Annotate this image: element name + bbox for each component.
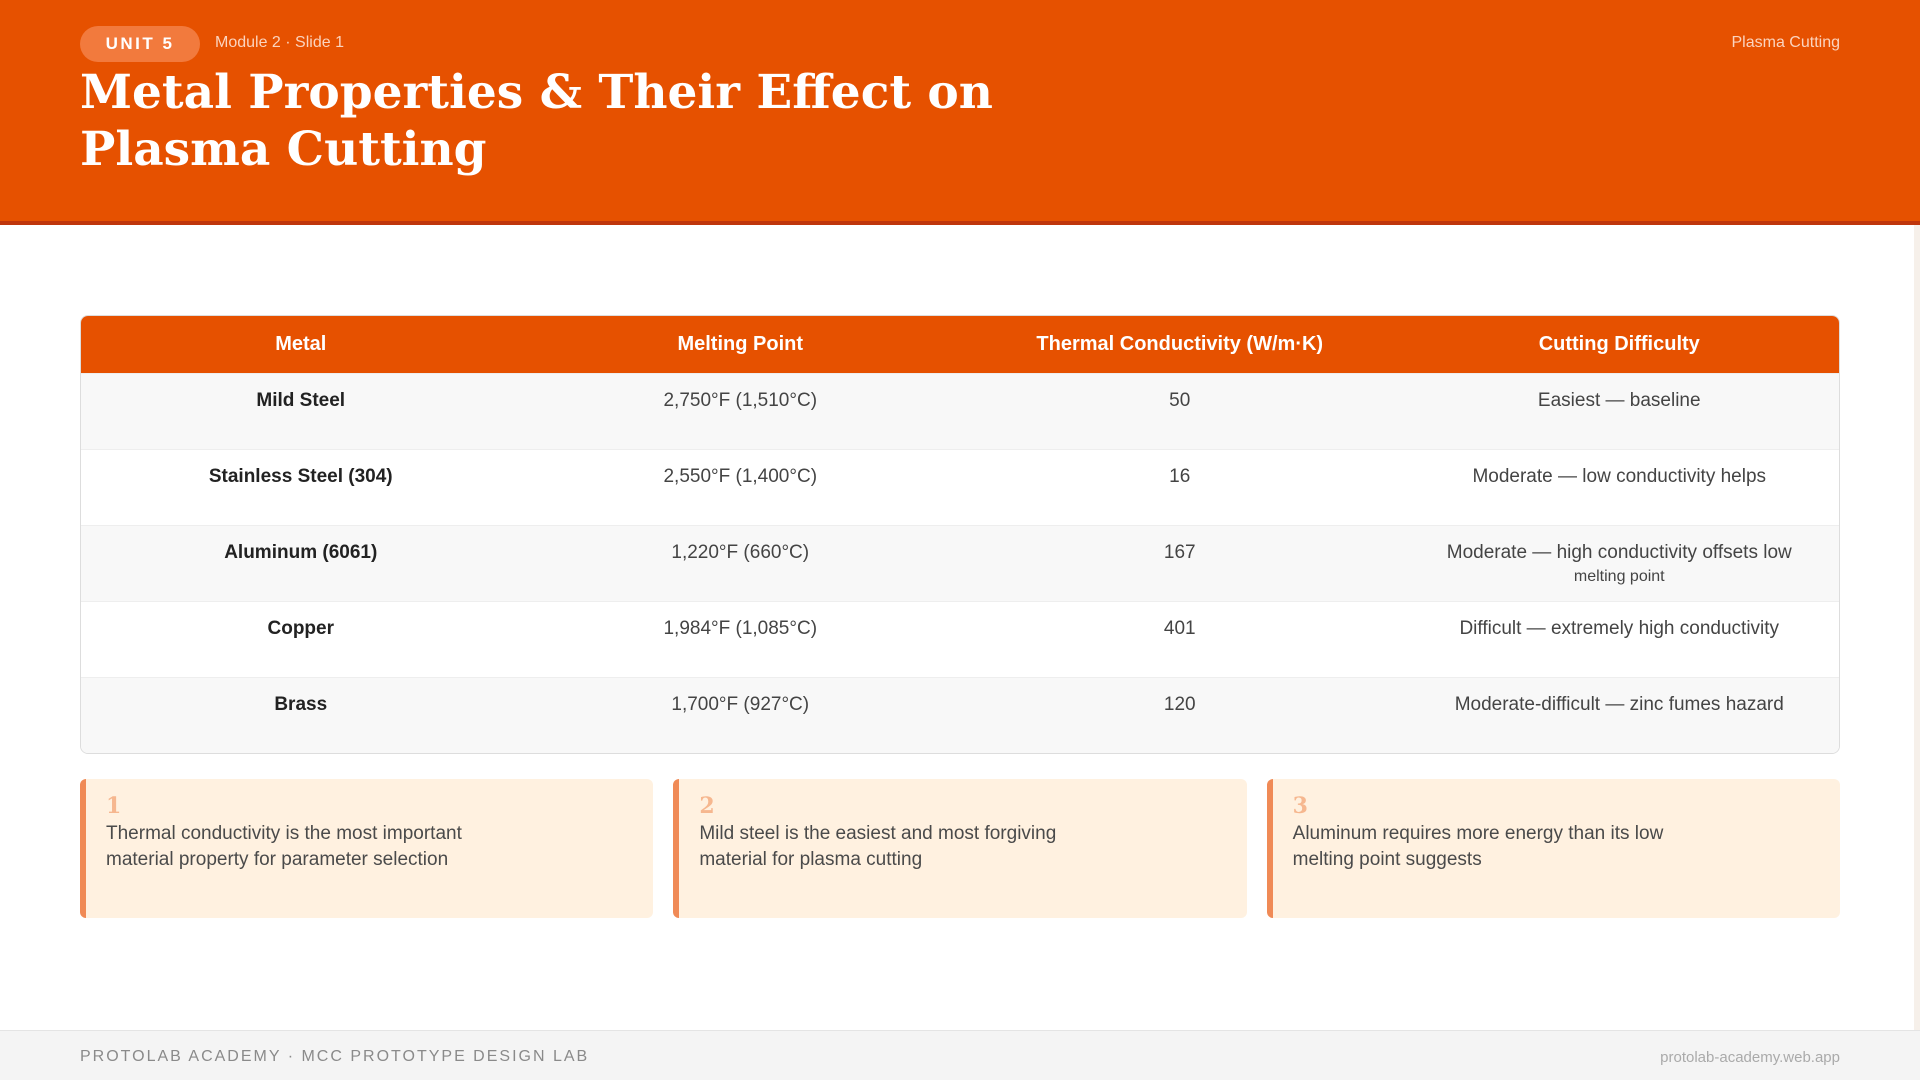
takeaway-text: Aluminum requires more energy than its low melting point suggests [1292,823,1664,870]
cell-metal: Mild Steel [256,389,346,411]
cell-metal: Aluminum (6061) [224,541,378,563]
column-header-melting-point: Melting Point [677,332,804,355]
slide-header [0,0,1920,225]
takeaway-card [80,779,653,918]
table-row [81,677,1839,753]
cell-conductivity: 50 [1169,389,1191,411]
takeaway-number: 3 [1292,793,1308,819]
cell-conductivity: 401 [1163,617,1196,639]
cell-melting-point: 2,750°F (1,510°C) [663,389,818,411]
cell-melting-point: 1,700°F (927°C) [671,693,810,715]
cell-difficulty [1400,373,1840,449]
right-edge-strip [1914,225,1920,1030]
takeaway-number: 1 [106,793,122,819]
difficulty-text: Moderate — low conductivity helps [1472,465,1767,487]
takeaway-number: 2 [699,793,715,819]
difficulty-text: Moderate — high conductivity offsets low [1446,541,1792,563]
table-header-row [81,316,1839,373]
page-title: Metal Properties & Their Effect on Plasma Cutting [80,65,993,177]
metal-properties-table [80,315,1840,754]
slide-footer [0,1030,1920,1080]
cell-metal: Stainless Steel (304) [208,465,393,487]
cell-melting-point: 1,984°F (1,085°C) [663,617,818,639]
cell-metal: Brass [274,693,328,715]
unit-badge: UNIT 5 [80,26,200,62]
difficulty-text: Easiest — baseline [1537,389,1701,411]
cell-conductivity: 120 [1163,693,1196,715]
takeaway-text: Mild steel is the easiest and most forgiving material for plasma cutting [699,823,1057,870]
module-label: Module 2 · Slide 1 [215,34,344,51]
cell-conductivity: 16 [1169,465,1191,487]
takeaway-card [1267,779,1840,918]
takeaway-text: Thermal conductivity is the most important material property for parameter selection [106,823,462,870]
difficulty-text-continued: melting point [1573,567,1665,585]
table-row [81,601,1839,677]
footer-site-link[interactable]: protolab-academy.web.app [1660,1049,1840,1066]
difficulty-text: Difficult — extremely high conductivity [1459,617,1780,639]
cell-metal: Copper [267,617,334,639]
cell-conductivity: 167 [1163,541,1196,563]
topic-label: Plasma Cutting [1731,34,1840,51]
table-row [81,525,1839,601]
cell-difficulty [1400,449,1840,525]
cell-melting-point: 1,220°F (660°C) [671,541,810,563]
footer-org-label: PROTOLAB ACADEMY · MCC PROTOTYPE DESIGN LAB [80,1048,590,1065]
column-header-cutting-difficulty: Cutting Difficulty [1538,332,1700,355]
key-takeaways [80,779,1840,918]
cell-melting-point: 2,550°F (1,400°C) [663,465,818,487]
column-header-metal: Metal [275,332,327,355]
table-row [81,449,1839,525]
table-row [81,373,1839,449]
takeaway-card [673,779,1246,918]
cell-difficulty [1400,677,1840,753]
column-header-thermal-conductivity: Thermal Conductivity (W/m·K) [1036,332,1324,355]
difficulty-text: Moderate-difficult — zinc fumes hazard [1454,693,1784,715]
cell-difficulty [1400,601,1840,677]
cell-difficulty [1400,525,1840,601]
